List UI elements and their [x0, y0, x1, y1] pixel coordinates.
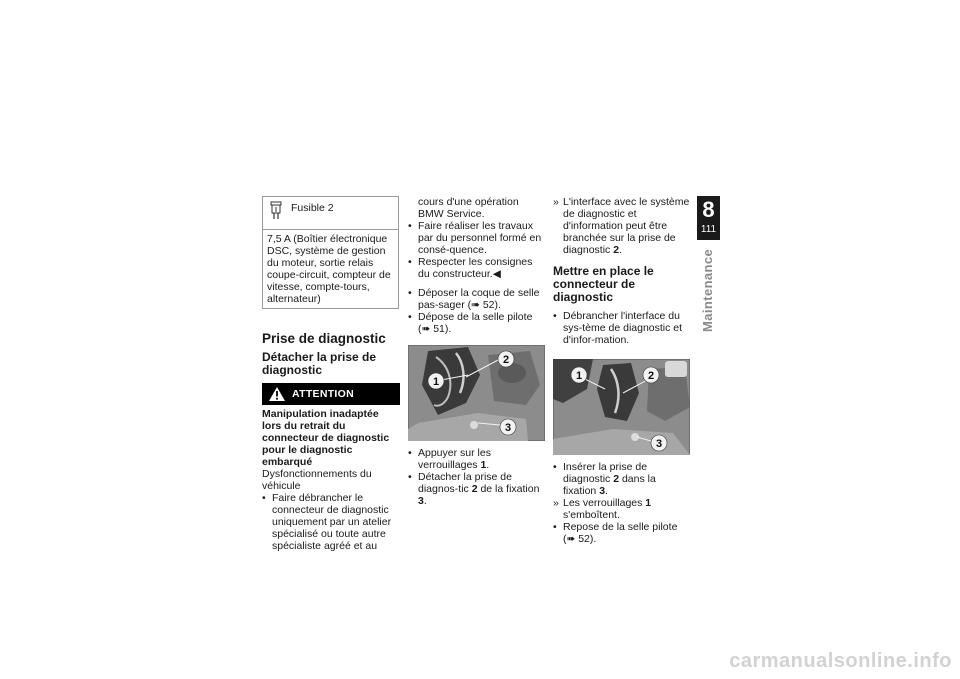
column-3: [553, 196, 691, 545]
list-item: • Faire réaliser les travaux par du personnel formé en consé-quence.: [408, 220, 545, 256]
preparation-steps: [408, 287, 545, 335]
callout-label: 3: [504, 422, 512, 434]
callout-label: 1: [575, 370, 583, 382]
attach-steps-2: [553, 461, 691, 497]
column-1: [262, 196, 400, 552]
list-item: • Détacher la prise de diagnos-tic 2 de la fixation 3.: [408, 471, 545, 507]
watermark: carmanualsonline.info: [729, 650, 952, 672]
chapter-number: 8: [702, 197, 715, 222]
list-item: • Dépose de la selle pilote (➠ 51).: [408, 311, 545, 335]
result-note: [553, 196, 691, 256]
attach-steps-3: [553, 521, 691, 545]
list-item: • Appuyer sur les verrouillages 1.: [408, 447, 545, 471]
list-item: • Respecter les consignes du constructeur.◀: [408, 256, 545, 280]
removal-steps: [408, 447, 545, 507]
callout-label: 2: [647, 370, 655, 382]
list-item: • Déposer la coque de selle pas-sager (➠ 52).: [408, 287, 545, 311]
fuse-title: Fusible 2: [291, 202, 334, 214]
list-item: • Faire débrancher le connecteur de diagnostic uniquement par un atelier spécialisé ou toute autre spécialiste agréé et au: [262, 492, 400, 552]
callout-label: 1: [432, 376, 440, 388]
subsection-title-attach: Mettre en place le connecteur de diagnostic: [553, 264, 654, 304]
section-title: Prise de diagnostic: [262, 331, 386, 346]
warning-bullet-list: [262, 492, 400, 552]
fuse-description: 7,5 A (Boîtier électronique DSC, système de gestion du moteur, sortie relais coupe-circuit, compteur de vitesse, compte-tours, alternateur): [263, 230, 399, 309]
diagnostic-socket-photo-removal: [408, 345, 545, 441]
warning-heading: Manipulation inadaptée lors du retrait du connecteur de diagnostic pour le diagnostic embarqué: [262, 408, 390, 468]
attach-steps-1: [553, 310, 691, 346]
warning-banner: [262, 383, 400, 405]
list-item: » L'interface avec le système de diagnostic et d'information peut être branchée sur la prise de diagnostic 2.: [553, 196, 691, 256]
list-item: • Débrancher l'interface du sys-tème de diagnostic et d'infor-mation.: [553, 310, 691, 346]
callout-label: 2: [502, 354, 510, 366]
column-2: [408, 196, 545, 507]
chapter-tab: [697, 196, 720, 240]
list-item: • Insérer la prise de diagnostic 2 dans la fixation 3.: [553, 461, 691, 497]
diagnostic-socket-photo-installation: [553, 359, 690, 455]
fuse-icon: [269, 201, 283, 221]
chapter-title: Maintenance: [700, 248, 715, 332]
callout-label: 3: [655, 438, 663, 450]
bullet-continuation: cours d'une opération BMW Service.: [418, 196, 519, 220]
page-number: 111: [700, 224, 717, 235]
warning-consequence: Dysfonctionnements du véhicule: [262, 468, 372, 492]
fuse-table: [262, 196, 399, 309]
fuse-table-header: [263, 197, 399, 230]
warning-label: ATTENTION: [292, 388, 354, 400]
warning-bullet-list-continued: [408, 220, 545, 280]
attach-result: [553, 497, 691, 521]
subsection-title-detach: Détacher la prise de diagnostic: [262, 350, 377, 377]
list-item: » Les verrouillages 1 s'emboîtent.: [553, 497, 691, 521]
list-item: • Repose de la selle pilote (➠ 52).: [553, 521, 691, 545]
warning-triangle-icon: [268, 386, 286, 402]
